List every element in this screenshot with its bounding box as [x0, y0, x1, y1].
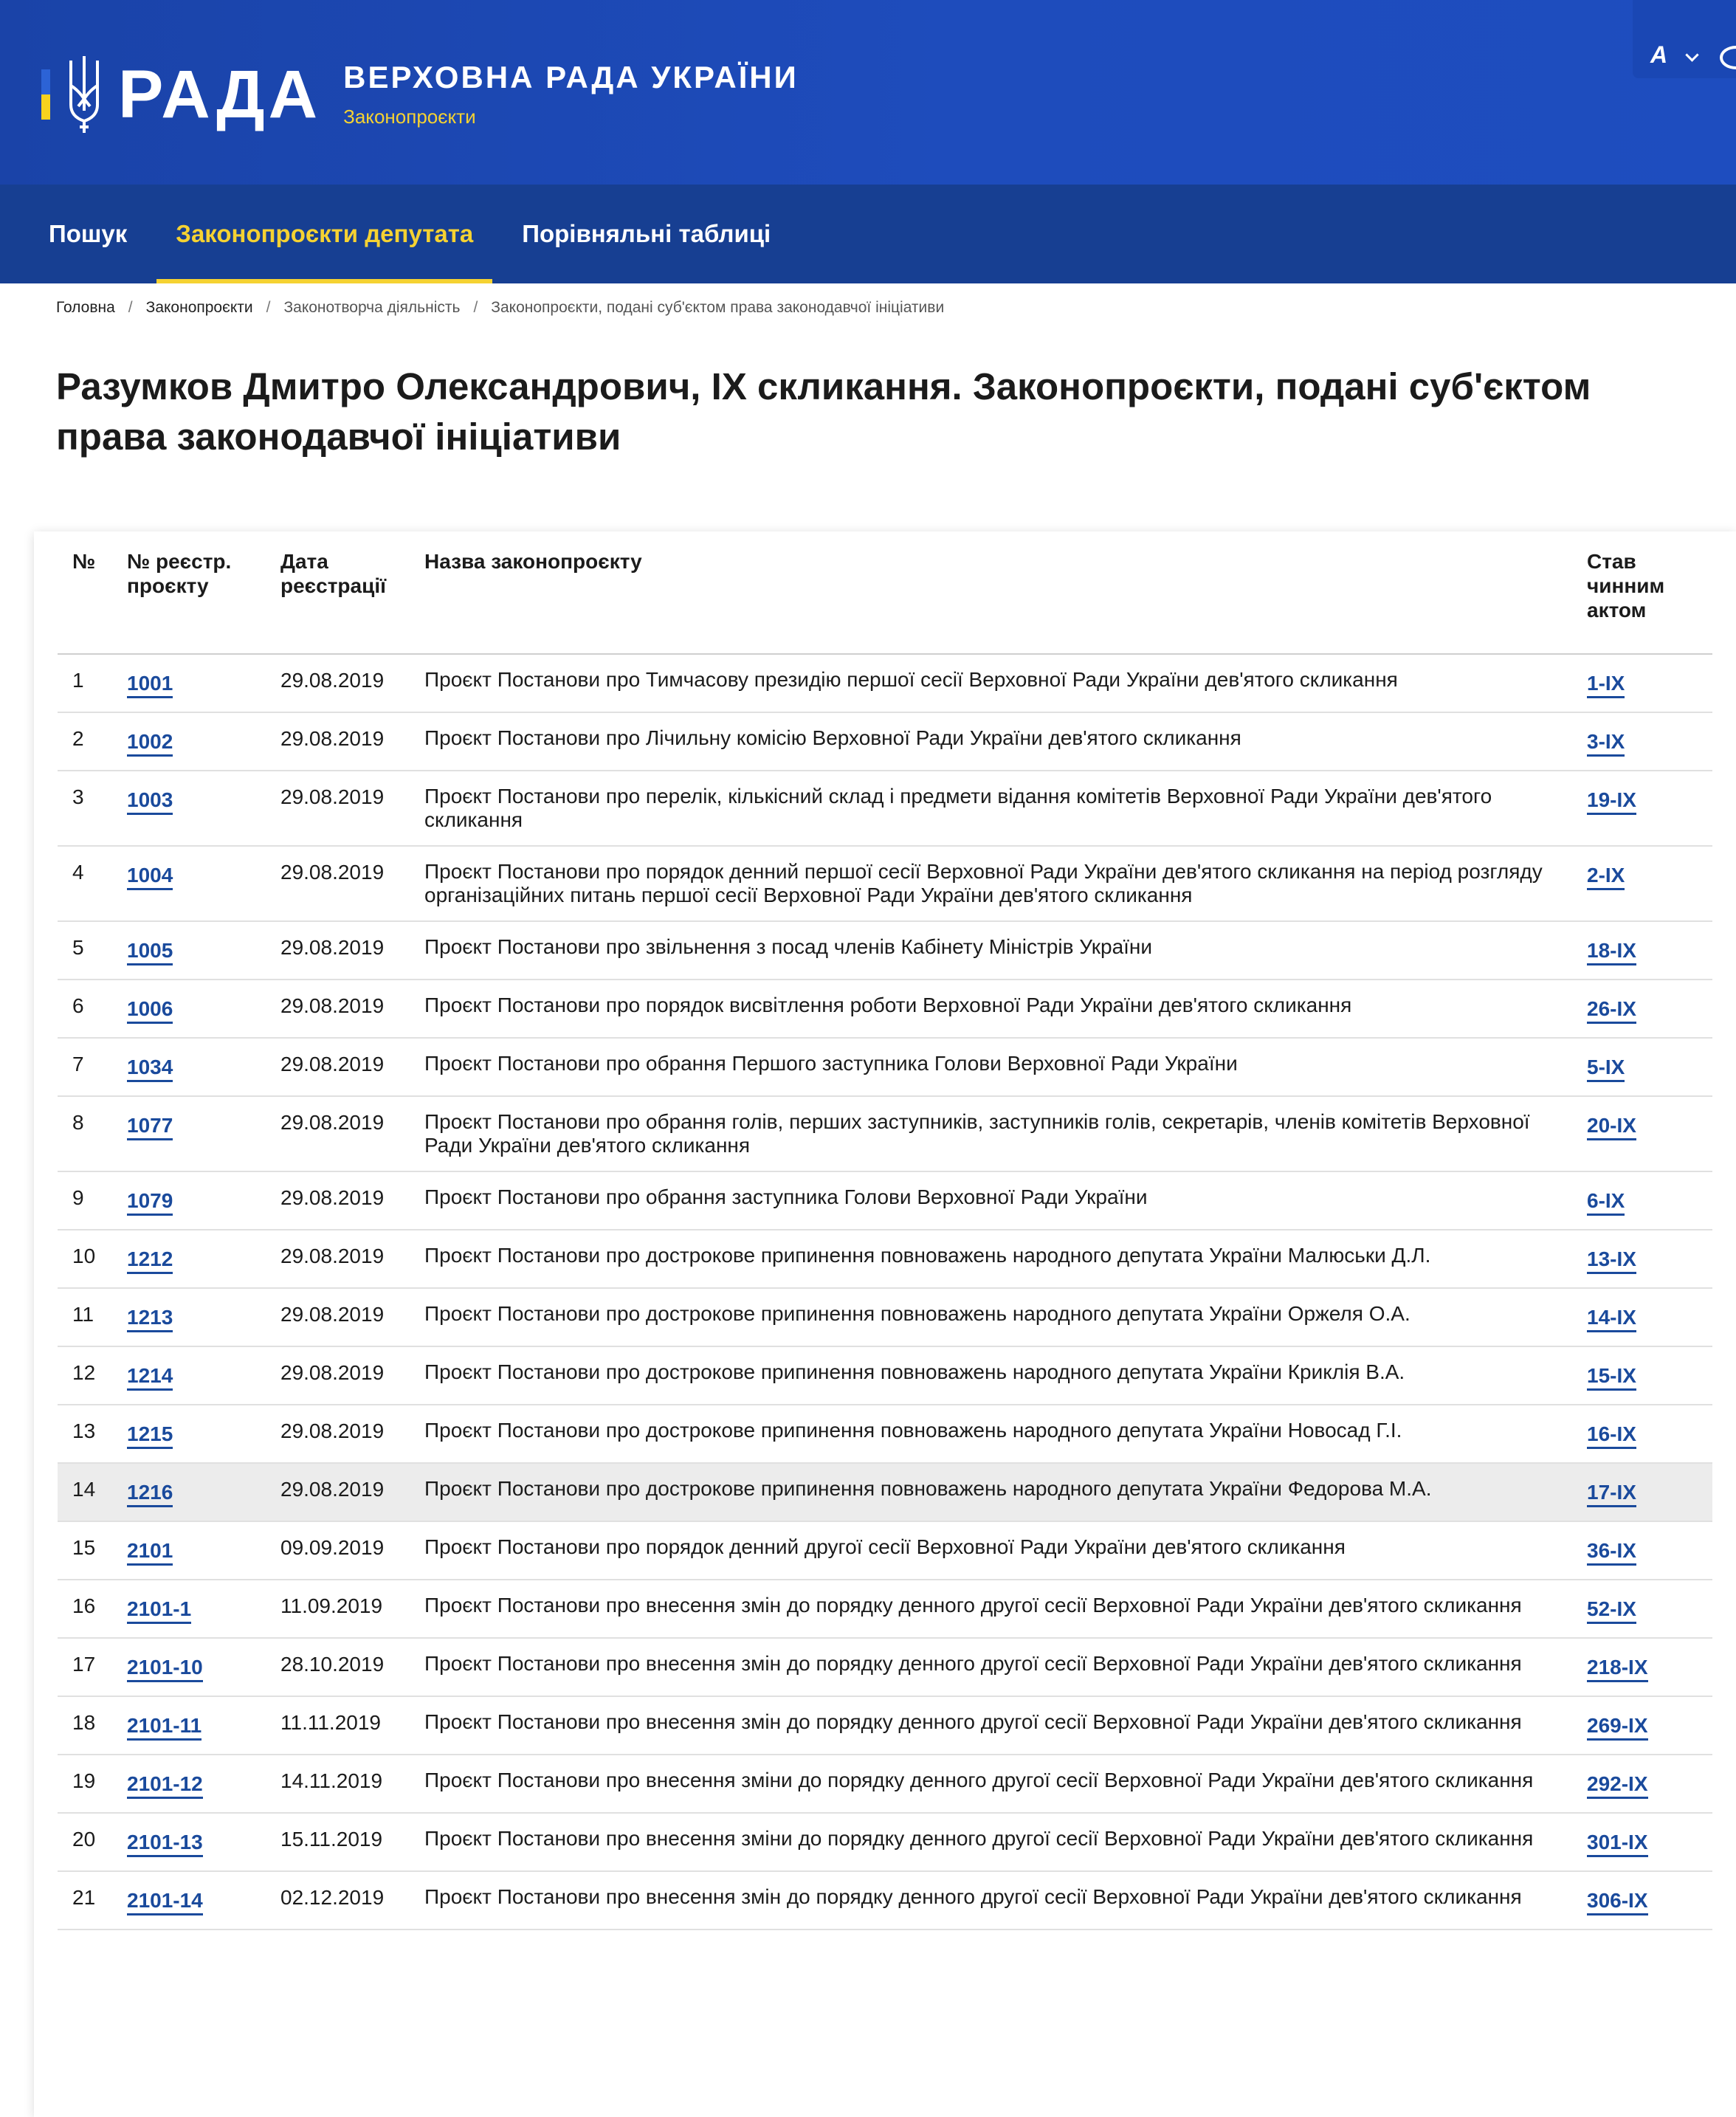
table-row [58, 654, 1712, 712]
row-number: 18 [58, 1696, 112, 1755]
row-bill-name: Проєкт Постанови про порядок висвітлення роботи Верховної Ради України дев'ятого скликання [410, 980, 1572, 1038]
row-act-cell [1572, 1230, 1712, 1288]
page-title: Разумков Дмитро Олександрович, IX скликання. Законопроєкти, подані суб'єктом права законодавчої ініціативи [56, 365, 1591, 458]
act-number-link[interactable]: 218-IX [1587, 1655, 1648, 1682]
table-row [58, 1871, 1712, 1930]
act-number-link[interactable]: 292-IX [1587, 1772, 1648, 1799]
reg-number-link[interactable]: 1216 [127, 1480, 173, 1507]
row-bill-name: Проєкт Постанови про внесення змін до порядку денного другої сесії Верховної Ради України дев'ятого скликання [410, 1638, 1572, 1696]
act-number-link[interactable]: 52-IX [1587, 1597, 1636, 1624]
row-reg-cell [112, 1171, 266, 1230]
row-number: 8 [58, 1096, 112, 1171]
row-bill-name: Проєкт Постанови про внесення змін до порядку денного другої сесії Верховної Ради України дев'ятого скликання [410, 1696, 1572, 1755]
row-reg-cell [112, 1230, 266, 1288]
row-act-cell [1572, 1638, 1712, 1696]
breadcrumb [56, 299, 944, 317]
reg-number-link[interactable]: 2101-1 [127, 1597, 191, 1624]
logo-word: РАДА [118, 57, 322, 132]
table-row [58, 1096, 1712, 1171]
row-date: 09.09.2019 [266, 1521, 410, 1580]
site-title: ВЕРХОВНА РАДА УКРАЇНИ [343, 60, 799, 95]
act-number-link[interactable]: 19-IX [1587, 788, 1636, 815]
row-date: 29.08.2019 [266, 712, 410, 771]
act-number-link[interactable]: 2-IX [1587, 863, 1625, 890]
row-number: 14 [58, 1463, 112, 1521]
row-reg-cell [112, 1521, 266, 1580]
reg-number-link[interactable]: 2101-13 [127, 1830, 203, 1857]
row-act-cell [1572, 712, 1712, 771]
act-number-link[interactable]: 3-IX [1587, 729, 1625, 757]
col-header-num: № [58, 549, 112, 654]
reg-number-link[interactable]: 2101-10 [127, 1655, 203, 1682]
act-number-link[interactable]: 36-IX [1587, 1538, 1636, 1566]
table-row [58, 1755, 1712, 1813]
row-number: 12 [58, 1346, 112, 1405]
row-bill-name: Проєкт Постанови про дострокове припинення повноважень народного депутата України Оржеля О.А. [410, 1288, 1572, 1346]
reg-number-link[interactable]: 1003 [127, 788, 173, 815]
col-header-name: Назва законопроєкту [410, 549, 1572, 654]
row-bill-name: Проєкт Постанови про обрання заступника Голови Верховної Ради України [410, 1171, 1572, 1230]
row-bill-name: Проєкт Постанови про дострокове припинення повноважень народного депутата України Криклія В.А. [410, 1346, 1572, 1405]
reg-number-link[interactable]: 1077 [127, 1113, 173, 1140]
table-row [58, 1463, 1712, 1521]
table-row [58, 1580, 1712, 1638]
row-reg-cell [112, 1580, 266, 1638]
act-number-link[interactable]: 18-IX [1587, 938, 1636, 965]
row-number: 3 [58, 771, 112, 846]
act-number-link[interactable]: 1-IX [1587, 671, 1625, 698]
row-number: 1 [58, 654, 112, 712]
reg-number-link[interactable]: 1004 [127, 863, 173, 890]
row-reg-cell [112, 1288, 266, 1346]
row-date: 02.12.2019 [266, 1871, 410, 1930]
row-date: 29.08.2019 [266, 1346, 410, 1405]
row-bill-name: Проєкт Постанови про порядок денний другої сесії Верховної Ради України дев'ятого скликання [410, 1521, 1572, 1580]
row-act-cell [1572, 846, 1712, 921]
row-reg-cell [112, 846, 266, 921]
row-date: 29.08.2019 [266, 846, 410, 921]
table-row [58, 712, 1712, 771]
eye-icon[interactable] [1720, 46, 1736, 69]
act-number-link[interactable]: 26-IX [1587, 996, 1636, 1024]
breadcrumb-separator: / [128, 299, 133, 316]
row-number: 19 [58, 1755, 112, 1813]
reg-number-link[interactable]: 1215 [127, 1422, 173, 1449]
act-number-link[interactable]: 5-IX [1587, 1055, 1625, 1082]
bills-table [58, 549, 1712, 1930]
breadcrumb-bills[interactable]: Законопроєкти [145, 299, 253, 316]
reg-number-link[interactable]: 1002 [127, 729, 173, 757]
row-reg-cell [112, 1405, 266, 1463]
act-number-link[interactable]: 15-IX [1587, 1363, 1636, 1391]
row-reg-cell [112, 921, 266, 980]
reg-number-link[interactable]: 1006 [127, 996, 173, 1024]
row-date: 29.08.2019 [266, 1038, 410, 1096]
flag-stripe [41, 69, 50, 120]
row-number: 6 [58, 980, 112, 1038]
table-row [58, 1405, 1712, 1463]
act-number-link[interactable]: 269-IX [1587, 1713, 1648, 1741]
trident-icon [65, 53, 103, 136]
row-act-cell [1572, 1755, 1712, 1813]
table-row [58, 1038, 1712, 1096]
row-bill-name: Проєкт Постанови про внесення змін до порядку денного другої сесії Верховної Ради України дев'ятого скликання [410, 1871, 1572, 1930]
breadcrumb-separator: / [266, 299, 271, 316]
col-header-date: Дата реєстрації [266, 549, 410, 654]
row-number: 4 [58, 846, 112, 921]
row-date: 29.08.2019 [266, 921, 410, 980]
table-row [58, 1171, 1712, 1230]
table-row [58, 1521, 1712, 1580]
breadcrumb-home[interactable]: Головна [56, 299, 115, 316]
row-bill-name: Проєкт Постанови про перелік, кількісний склад і предмети відання комітетів Верховної Ради України дев'ятого скликання [410, 771, 1572, 846]
reg-number-link[interactable]: 1001 [127, 671, 173, 698]
row-bill-name: Проєкт Постанови про внесення зміни до порядку денного другої сесії Верховної Ради України дев'ятого скликання [410, 1755, 1572, 1813]
site-logo[interactable] [41, 53, 799, 136]
reg-number-link[interactable]: 2101-12 [127, 1772, 203, 1799]
row-act-cell [1572, 1580, 1712, 1638]
row-reg-cell [112, 1755, 266, 1813]
row-act-cell [1572, 1171, 1712, 1230]
row-date: 29.08.2019 [266, 1288, 410, 1346]
reg-number-link[interactable]: 1034 [127, 1055, 173, 1082]
reg-number-link[interactable]: 1212 [127, 1247, 173, 1274]
reg-number-link[interactable]: 1213 [127, 1305, 173, 1332]
row-act-cell [1572, 1405, 1712, 1463]
bills-card [34, 531, 1736, 2117]
table-row [58, 921, 1712, 980]
act-number-link[interactable]: 17-IX [1587, 1480, 1636, 1507]
reg-number-link[interactable]: 2101-11 [127, 1713, 202, 1741]
row-reg-cell [112, 771, 266, 846]
col-header-reg: № реєстр. проєкту [112, 549, 266, 654]
row-number: 17 [58, 1638, 112, 1696]
row-reg-cell [112, 980, 266, 1038]
row-date: 29.08.2019 [266, 1171, 410, 1230]
row-number: 13 [58, 1405, 112, 1463]
table-row [58, 980, 1712, 1038]
row-reg-cell [112, 1813, 266, 1871]
act-number-link[interactable]: 6-IX [1587, 1188, 1625, 1216]
row-date: 11.11.2019 [266, 1696, 410, 1755]
row-bill-name: Проєкт Постанови про дострокове припинення повноважень народного депутата України Малюськи Д.Л. [410, 1230, 1572, 1288]
row-act-cell [1572, 1096, 1712, 1171]
row-number: 9 [58, 1171, 112, 1230]
act-number-link[interactable]: 14-IX [1587, 1305, 1636, 1332]
row-date: 11.09.2019 [266, 1580, 410, 1638]
row-date: 29.08.2019 [266, 1405, 410, 1463]
col-header-act: Став чинним актом [1572, 549, 1712, 654]
nav-item-deputy-bills[interactable]: Законопроєкти депутата [156, 185, 492, 283]
row-act-cell [1572, 1871, 1712, 1930]
site-header [0, 0, 1736, 185]
row-bill-name: Проєкт Постанови про Лічильну комісію Верховної Ради України дев'ятого скликання [410, 712, 1572, 771]
row-reg-cell [112, 654, 266, 712]
row-number: 10 [58, 1230, 112, 1288]
row-date: 29.08.2019 [266, 1230, 410, 1288]
row-act-cell [1572, 921, 1712, 980]
row-act-cell [1572, 654, 1712, 712]
row-bill-name: Проєкт Постанови про обрання Першого заступника Голови Верховної Ради України [410, 1038, 1572, 1096]
main-nav [0, 185, 1736, 283]
table-row [58, 1288, 1712, 1346]
row-date: 14.11.2019 [266, 1755, 410, 1813]
row-bill-name: Проєкт Постанови про дострокове припинення повноважень народного депутата України Новосад Г.І. [410, 1405, 1572, 1463]
row-bill-name: Проєкт Постанови про звільнення з посад членів Кабінету Міністрів України [410, 921, 1572, 980]
row-reg-cell [112, 712, 266, 771]
row-date: 28.10.2019 [266, 1638, 410, 1696]
table-row [58, 846, 1712, 921]
row-number: 21 [58, 1871, 112, 1930]
row-reg-cell [112, 1871, 266, 1930]
nav-item-comparative-tables[interactable]: Порівняльні таблиці [522, 220, 771, 247]
row-act-cell [1572, 980, 1712, 1038]
row-reg-cell [112, 1463, 266, 1521]
row-bill-name: Проєкт Постанови про внесення зміни до порядку денного другої сесії Верховної Ради України дев'ятого скликання [410, 1813, 1572, 1871]
act-number-link[interactable]: 306-IX [1587, 1888, 1648, 1915]
font-size-button[interactable]: A [1650, 41, 1668, 68]
row-act-cell [1572, 1038, 1712, 1096]
row-number: 11 [58, 1288, 112, 1346]
breadcrumb-separator: / [473, 299, 478, 316]
site-subtitle: Законопроєкти [343, 105, 476, 128]
row-reg-cell [112, 1038, 266, 1096]
row-act-cell [1572, 1813, 1712, 1871]
row-reg-cell [112, 1696, 266, 1755]
row-reg-cell [112, 1638, 266, 1696]
breadcrumb-lawmaking[interactable]: Законотворча діяльність [283, 299, 461, 316]
row-date: 29.08.2019 [266, 654, 410, 712]
table-row [58, 1696, 1712, 1755]
row-bill-name: Проєкт Постанови про Тимчасову президію першої сесії Верховної Ради України дев'ятого скликання [410, 654, 1572, 712]
row-act-cell [1572, 1696, 1712, 1755]
row-number: 7 [58, 1038, 112, 1096]
row-bill-name: Проєкт Постанови про дострокове припинення повноважень народного депутата України Федорова М.А. [410, 1463, 1572, 1521]
row-number: 16 [58, 1580, 112, 1638]
act-number-link[interactable]: 20-IX [1587, 1113, 1636, 1140]
table-row [58, 1346, 1712, 1405]
row-date: 29.08.2019 [266, 1096, 410, 1171]
row-bill-name: Проєкт Постанови про порядок денний першої сесії Верховної Ради України дев'ятого скликання на період розгляду організаційних питань першої сесії Верховної Ради України дев'ятого скликання [410, 846, 1572, 921]
row-date: 29.08.2019 [266, 980, 410, 1038]
reg-number-link[interactable]: 2101-14 [127, 1888, 203, 1915]
act-number-link[interactable]: 13-IX [1587, 1247, 1636, 1274]
row-date: 29.08.2019 [266, 1463, 410, 1521]
row-bill-name: Проєкт Постанови про внесення змін до порядку денного другої сесії Верховної Ради України дев'ятого скликання [410, 1580, 1572, 1638]
row-bill-name: Проєкт Постанови про обрання голів, перших заступників, заступників голів, секретарів, членів комітетів Верховної Ради України дев'ятого скликання [410, 1096, 1572, 1171]
row-number: 20 [58, 1813, 112, 1871]
reg-number-link[interactable]: 1079 [127, 1188, 173, 1216]
row-act-cell [1572, 1288, 1712, 1346]
table-row [58, 1230, 1712, 1288]
row-act-cell [1572, 1346, 1712, 1405]
chevron-down-icon[interactable] [1685, 48, 1698, 61]
row-reg-cell [112, 1346, 266, 1405]
row-number: 15 [58, 1521, 112, 1580]
table-row [58, 771, 1712, 846]
row-number: 5 [58, 921, 112, 980]
row-reg-cell [112, 1096, 266, 1171]
reg-number-link[interactable]: 1005 [127, 938, 173, 965]
row-act-cell [1572, 771, 1712, 846]
row-number: 2 [58, 712, 112, 771]
row-act-cell [1572, 1521, 1712, 1580]
row-date: 29.08.2019 [266, 771, 410, 846]
act-number-link[interactable]: 16-IX [1587, 1422, 1636, 1449]
breadcrumb-current: Законопроєкти, подані суб'єктом права законодавчої ініціативи [491, 299, 945, 316]
reg-number-link[interactable]: 2101 [127, 1538, 173, 1566]
act-number-link[interactable]: 301-IX [1587, 1830, 1648, 1857]
table-row [58, 1638, 1712, 1696]
nav-item-search[interactable]: Пошук [49, 220, 128, 247]
accessibility-tools [1633, 0, 1736, 78]
reg-number-link[interactable]: 1214 [127, 1363, 173, 1391]
table-row [58, 1813, 1712, 1871]
row-act-cell [1572, 1463, 1712, 1521]
row-date: 15.11.2019 [266, 1813, 410, 1871]
table-header-row [58, 549, 1712, 654]
